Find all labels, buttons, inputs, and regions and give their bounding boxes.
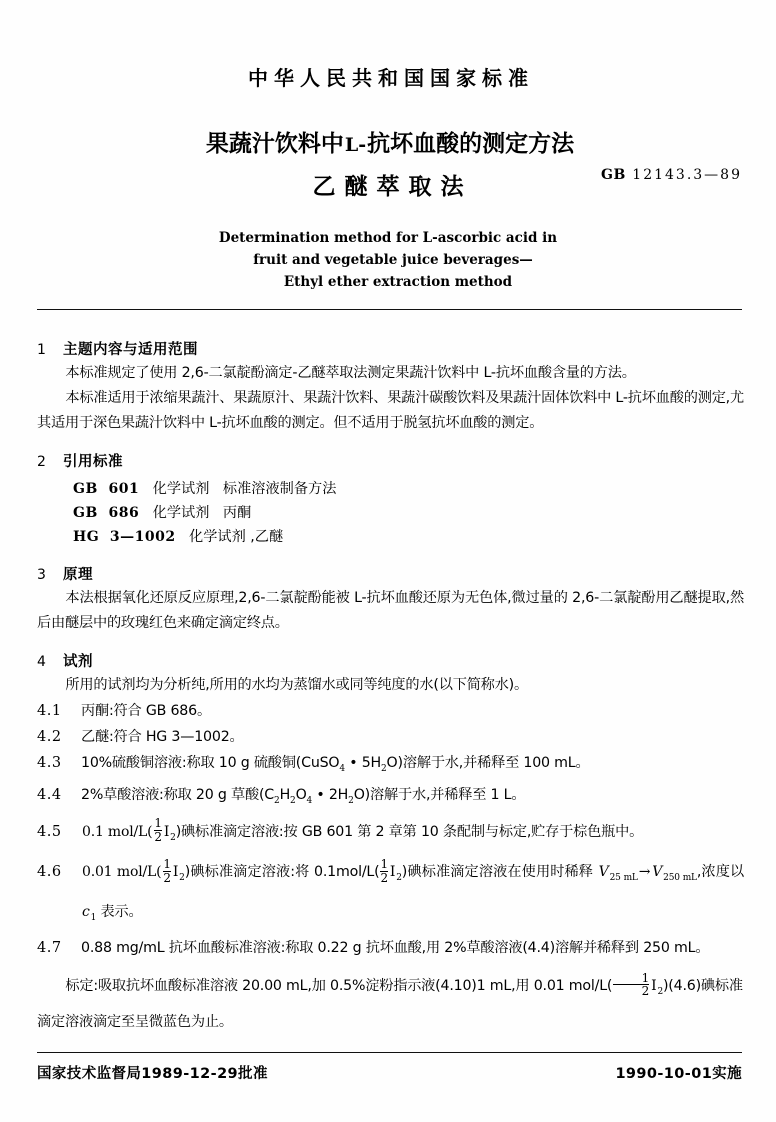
fraction-one-half: $\frac{1}{2}$: [613, 972, 649, 998]
reference-title: 化学试剂 ,乙醚: [189, 529, 284, 545]
item-number: 4.5: [37, 823, 62, 840]
reagent-item-4-3: [37, 751, 744, 782]
item-text-b: )碘标准滴定溶液:按 GB 601 第 2 章第 10 条配制与标定,贮存于棕色瓶中。: [175, 823, 644, 840]
item-text-a: 0.01 mol/L(: [82, 864, 162, 881]
standard-number: [601, 167, 742, 183]
item-text-e: O)溶解于水,并稀释至 1 L。: [353, 786, 526, 803]
iodine-subscript: 2: [179, 873, 185, 884]
section-1-paragraph-2: 本标准适用于浓缩果蔬汁、果蔬原汁、果蔬汁饮料、果蔬汁碳酸饮料及果蔬汁固体饮料中 L-抗坏血酸的测定,尤其适用于深色果蔬汁饮料中 L-抗坏血酸的测定。但不适用于脱氢抗坏血酸的测定。: [37, 390, 744, 431]
item-text-b: H: [279, 786, 291, 803]
reference-title: 化学试剂 丙酮: [152, 505, 252, 521]
volume-symbol-2: V: [652, 864, 663, 881]
item-number: 4.7: [37, 940, 62, 957]
item-text: [81, 855, 744, 935]
reference-code: HG 3—1002: [73, 529, 176, 545]
document-title-line-2: 乙醚萃取法: [312, 174, 473, 200]
volume-subscript-2: 250 mL: [663, 873, 697, 884]
footer-effective-text: 1990-10-01实施: [615, 1066, 742, 1082]
reagent-item-4-2: [37, 725, 744, 750]
standardization-paragraph: [37, 971, 744, 1037]
item-text-b: )碘标准滴定溶液:将 0.1mol/L(: [184, 864, 380, 881]
list-item: [37, 501, 744, 525]
section-title-1: 主题内容与适用范围: [63, 342, 198, 358]
spacer: [37, 636, 744, 650]
item-text-c: O: [295, 786, 307, 803]
iodine-symbol: I: [651, 978, 657, 995]
iodine-subscript: 2: [170, 832, 176, 843]
item-text: 乙醚:符合 HG 3—1002。: [81, 729, 244, 745]
item-text: [81, 751, 744, 782]
section-title-2: 引用标准: [63, 454, 123, 470]
volume-symbol-1: V: [598, 864, 609, 881]
english-title-line-3: Ethyl ether extraction method: [283, 274, 513, 290]
english-title: [0, 227, 776, 293]
spacer: [37, 549, 744, 563]
fraction-one-half: $\frac{1}{2}$: [154, 816, 162, 844]
item-text-a: 10%硫酸铜溶液:称取 10 g 硫酸铜(CuSO: [81, 755, 340, 771]
standardize-text-b: )(4.6)碘标准滴定溶液滴定至呈微蓝色为止。: [37, 978, 743, 1030]
section-4-intro: 所用的试剂均为分析纯,所用的水均为蒸馏水或同等纯度的水(以下简称水)。: [65, 677, 528, 693]
item-text-b: • 5H: [344, 755, 382, 771]
item-number: 4.2: [37, 729, 62, 745]
item-text: 0.88 mg/mL 抗坏血酸标准溶液:称取 0.22 g 抗坏血酸,用 2%草酸溶液(4.4)溶解并稀释到 250 mL。: [81, 940, 710, 957]
title-block: [0, 125, 776, 201]
title-latin-prefix: L-: [344, 134, 367, 156]
section-heading-2: [37, 450, 744, 471]
document-body: [37, 338, 744, 1037]
section-1-paragraph-1: 本标准规定了使用 2,6-二氯靛酚滴定-乙醚萃取法测定果蔬汁饮料中 L-抗坏血酸含量的方法。: [65, 365, 636, 381]
national-standard-header: 中华人民共和国国家标准: [248, 66, 534, 90]
reagent-item-4-7: [37, 936, 744, 961]
section-number-1: 1: [37, 342, 46, 358]
item-number: 4.1: [37, 703, 62, 719]
iodine-subscript: 2: [657, 986, 663, 997]
section-title-3: 原理: [63, 567, 93, 583]
item-text-a: 2%草酸溶液:称取 20 g 草酸(C: [81, 786, 275, 803]
reference-title: 化学试剂 标准溶液制备方法: [152, 481, 337, 497]
standard-prefix: GB: [601, 167, 626, 183]
footer-divider-rule: [37, 1052, 742, 1053]
item-number: 4.3: [37, 755, 62, 771]
reference-code: GB 686: [73, 505, 140, 521]
section-heading-3: [37, 563, 744, 584]
subscript: 2: [290, 795, 296, 806]
english-title-line-1: Determination method for L-ascorbic acid in: [218, 230, 558, 246]
item-text: [81, 815, 744, 855]
iodine-symbol: I: [172, 864, 179, 881]
section-number-3: 3: [37, 567, 46, 583]
english-title-line-2: fruit and vegetable juice beverages—: [253, 252, 533, 268]
fraction-one-half: $\frac{1}{2}$: [163, 856, 171, 885]
title-part-b: 抗坏血酸的测定方法: [367, 131, 575, 157]
item-text-c: O)溶解于水,并稀释至 100 mL。: [386, 755, 590, 771]
reagent-item-4-1: [37, 699, 744, 724]
item-text-d: • 2H: [312, 786, 349, 803]
section-3-paragraph-1: 本法根据氧化还原反应原理,2,6-二氯靛酚能被 L-抗坏血酸还原为无色体,微过量的 2,6-二氯靛酚用乙醚提取,然后由醚层中的玫瑰红色来确定滴定终点。: [37, 590, 744, 631]
item-number: 4.6: [37, 864, 62, 881]
standard-code: 12143.3—89: [632, 167, 742, 183]
list-item: [37, 525, 744, 549]
reference-code: GB 601: [73, 481, 140, 497]
subscript: 2: [274, 795, 280, 806]
section-heading-4: [37, 650, 744, 671]
concentration-symbol: c: [82, 904, 90, 921]
reagent-item-4-4: [37, 783, 744, 814]
volume-subscript-1: 25 mL: [609, 873, 638, 884]
section-title-4: 试剂: [63, 654, 93, 670]
section-heading-1: [37, 338, 744, 359]
fraction-one-half-2: $\frac{1}{2}$: [380, 856, 388, 885]
arrow-icon: →: [638, 864, 651, 881]
footer-approval-text: 国家技术监督局1989-12-29批准: [37, 1066, 268, 1082]
document-title-line-1: [0, 125, 776, 158]
referenced-standards-list: [37, 477, 744, 549]
title-part-a: 果蔬汁饮料中: [205, 131, 344, 157]
standardize-text-a: 标定:吸取抗坏血酸标准溶液 20.00 mL,加 0.5%淀粉指示液(4.10)1 mL,用 0.01 mol/L(: [65, 978, 613, 995]
reagent-item-4-6: [37, 855, 744, 935]
spacer: [37, 436, 744, 450]
item-text-d: ,浓度以: [696, 864, 744, 881]
item-number: 4.4: [37, 786, 62, 803]
item-text: 丙酮:符合 GB 686。: [81, 703, 211, 719]
iodine-symbol: I: [163, 823, 170, 840]
item-text: [81, 783, 744, 814]
iodine-symbol-2: I: [389, 864, 396, 881]
subscript: 4: [306, 795, 313, 806]
item-text-e: 表示。: [96, 904, 143, 921]
header-divider-rule: [37, 309, 742, 310]
list-item: [37, 477, 744, 501]
iodine-subscript-2: 2: [396, 873, 402, 884]
concentration-subscript: 1: [90, 913, 97, 924]
subscript: 4: [339, 763, 345, 774]
subscript: 2: [381, 763, 387, 774]
section-number-2: 2: [37, 454, 46, 470]
item-text-c: )碘标准滴定溶液在使用时稀释: [401, 864, 598, 881]
reagent-item-4-5: [37, 815, 744, 855]
item-text-a: 0.1 mol/L(: [82, 823, 153, 840]
page-footer: [37, 1062, 742, 1083]
subscript: 2: [348, 795, 354, 806]
section-number-4: 4: [37, 654, 46, 670]
